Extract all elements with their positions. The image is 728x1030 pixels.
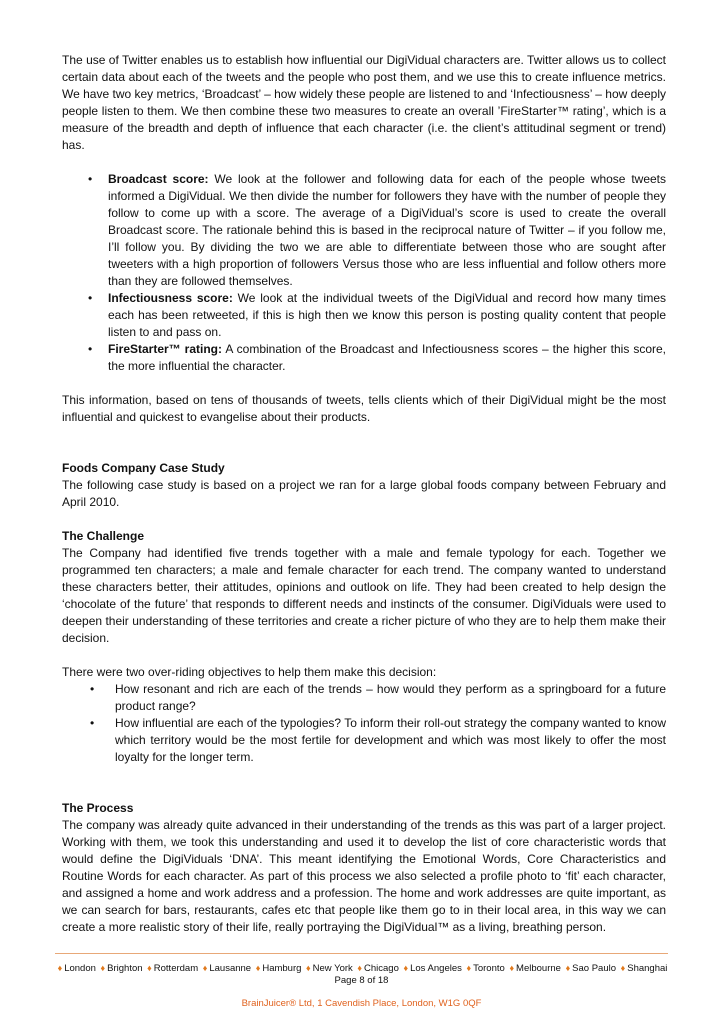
list-item — [62, 715, 666, 766]
process-paragraph: The company was already quite advanced in their understanding of the trends as this was part of a larger project. Working with them, we took this understanding and used it to develop the list of core characteristic words that would define the DigiViduals ‘DNA’. This meant identifying the Emotional Words, Core Characteristics and Routine Words for each character. As part of this process we also selected a profile photo to ‘fit’ each character, and assigned a home and work address and a profession. The home and work addresses are quite important, as we can search for bars, restaurants, cafes etc that people like them go to in their local area, in this way we can create a more realistic story of their life, really portraying the DigiVidual™ as a living, breathing person. — [62, 818, 666, 934]
flame-icon: ♦ — [255, 963, 261, 973]
bullet-icon: • — [90, 682, 95, 696]
city: Hamburg — [262, 963, 302, 974]
bullet-icon: • — [88, 172, 93, 186]
objectives-list — [62, 681, 666, 766]
bullet-icon: • — [90, 716, 95, 730]
metric-text: A combination of the Broadcast and Infectiousness scores – the higher this score, the more influential the character. — [108, 342, 667, 373]
city: Toronto — [473, 963, 505, 974]
city: New York — [312, 963, 353, 974]
objective-text: How influential are each of the typologies? To inform their roll-out strategy the company wanted to know which territory would be the most fertile for development and which was most likely to offer the most loyalty for the longer term. — [115, 716, 666, 764]
challenge-heading: The Challenge — [62, 529, 145, 543]
city: Lausanne — [209, 963, 252, 974]
city: Los Angeles — [410, 963, 462, 974]
city: Melbourne — [516, 963, 561, 974]
flame-icon: ♦ — [202, 963, 208, 973]
list-item — [62, 681, 666, 715]
city: Rotterdam — [153, 963, 199, 974]
page-footer — [55, 953, 668, 1009]
metric-label: Broadcast score: — [108, 172, 209, 186]
flame-icon: ♦ — [306, 963, 311, 973]
city: Shanghai — [627, 963, 668, 974]
info-paragraph: This information, based on tens of thousands of tweets, tells clients which of their DigiVidual might be the most influential and quickest to evangelise about their products. — [62, 393, 666, 424]
metric-label: FireStarter™ rating: — [108, 342, 223, 356]
page-body — [62, 52, 666, 936]
city: Brighton — [107, 963, 143, 974]
footer-divider — [55, 953, 668, 954]
objective-text: How resonant and rich are each of the trends – how would they perform as a springboard for a future product range? — [115, 682, 666, 713]
metric-text: We look at the individual tweets of the DigiVidual and record how many times each has been retweeted, if this is high then we know this person is posting quality content that people listen to and pass on. — [108, 291, 666, 339]
metrics-list — [62, 171, 666, 375]
city: Chicago — [364, 963, 399, 974]
metric-label: Infectiousness score: — [108, 291, 233, 305]
flame-icon: ♦ — [100, 963, 106, 973]
list-item — [62, 171, 666, 290]
flame-icon: ♦ — [57, 963, 63, 973]
challenge-paragraph: The Company had identified five trends together with a male and female typology for each. Together we programmed ten characters; a male and female character for each trend. The company wanted to understand these characters better, their attitudes, opinions and outlook on life. They had been created to help design the ‘chocolate of the future’ that responds to different needs and instincts of the consumer. DigiViduals were used to deepen their understanding of these territories and create a richer picture of who they are to help them make their decision. — [62, 546, 666, 645]
flame-icon: ♦ — [147, 963, 152, 973]
list-item — [62, 290, 666, 341]
flame-icon: ♦ — [357, 963, 363, 973]
case-study-heading: Foods Company Case Study — [62, 461, 225, 475]
metric-text: We look at the follower and following data for each of the people whose tweets informed a DigiVidual. We then divide the number for followers they have with the number of people they follow to come up with a score. The average of a DigiVidual’s score is used to create the overall Broadcast score. The rationale behind this is based in the reciprocal nature of Twitter – if you follow me, I’ll follow you. By dividing the two we are able to differentiate between those who are sought after tweeters with a high proportion of followers Versus those who are less influential and follow others more than they are followed themselves. — [108, 172, 666, 288]
case-study-intro: The following case study is based on a project we ran for a large global foods company between February and April 2010. — [62, 478, 666, 509]
office-cities — [55, 963, 668, 974]
flame-icon: ♦ — [403, 963, 409, 973]
list-item — [62, 341, 666, 375]
bullet-icon: • — [88, 291, 93, 305]
flame-icon: ♦ — [466, 963, 472, 973]
process-heading: The Process — [62, 801, 134, 815]
bullet-icon: • — [88, 342, 93, 356]
company-address: BrainJuicer® Ltd, 1 Cavendish Place, London, W1G 0QF — [241, 998, 482, 1009]
objectives-intro: There were two over-riding objectives to help them make this decision: — [62, 665, 437, 679]
city: Sao Paulo — [572, 963, 616, 974]
page-number: Page 8 of 18 — [334, 975, 389, 986]
intro-paragraph: The use of Twitter enables us to establish how influential our DigiVidual characters are. Twitter allows us to collect certain data about each of the tweets and the people who post them, and we use this to create influence metrics. We have two key metrics, ‘Broadcast’ – how widely these people are listened to and ‘Infectiousness’ – how deeply people listen to them. We then combine these two measures to create an overall ’FireStarter™ rating’, which is a measure of the breadth and depth of influence that each character (i.e. the client’s attitudinal segment or trend) has. — [62, 53, 666, 152]
flame-icon: ♦ — [620, 963, 626, 973]
flame-icon: ♦ — [509, 963, 515, 973]
city: London — [64, 963, 96, 974]
flame-icon: ♦ — [565, 963, 571, 973]
